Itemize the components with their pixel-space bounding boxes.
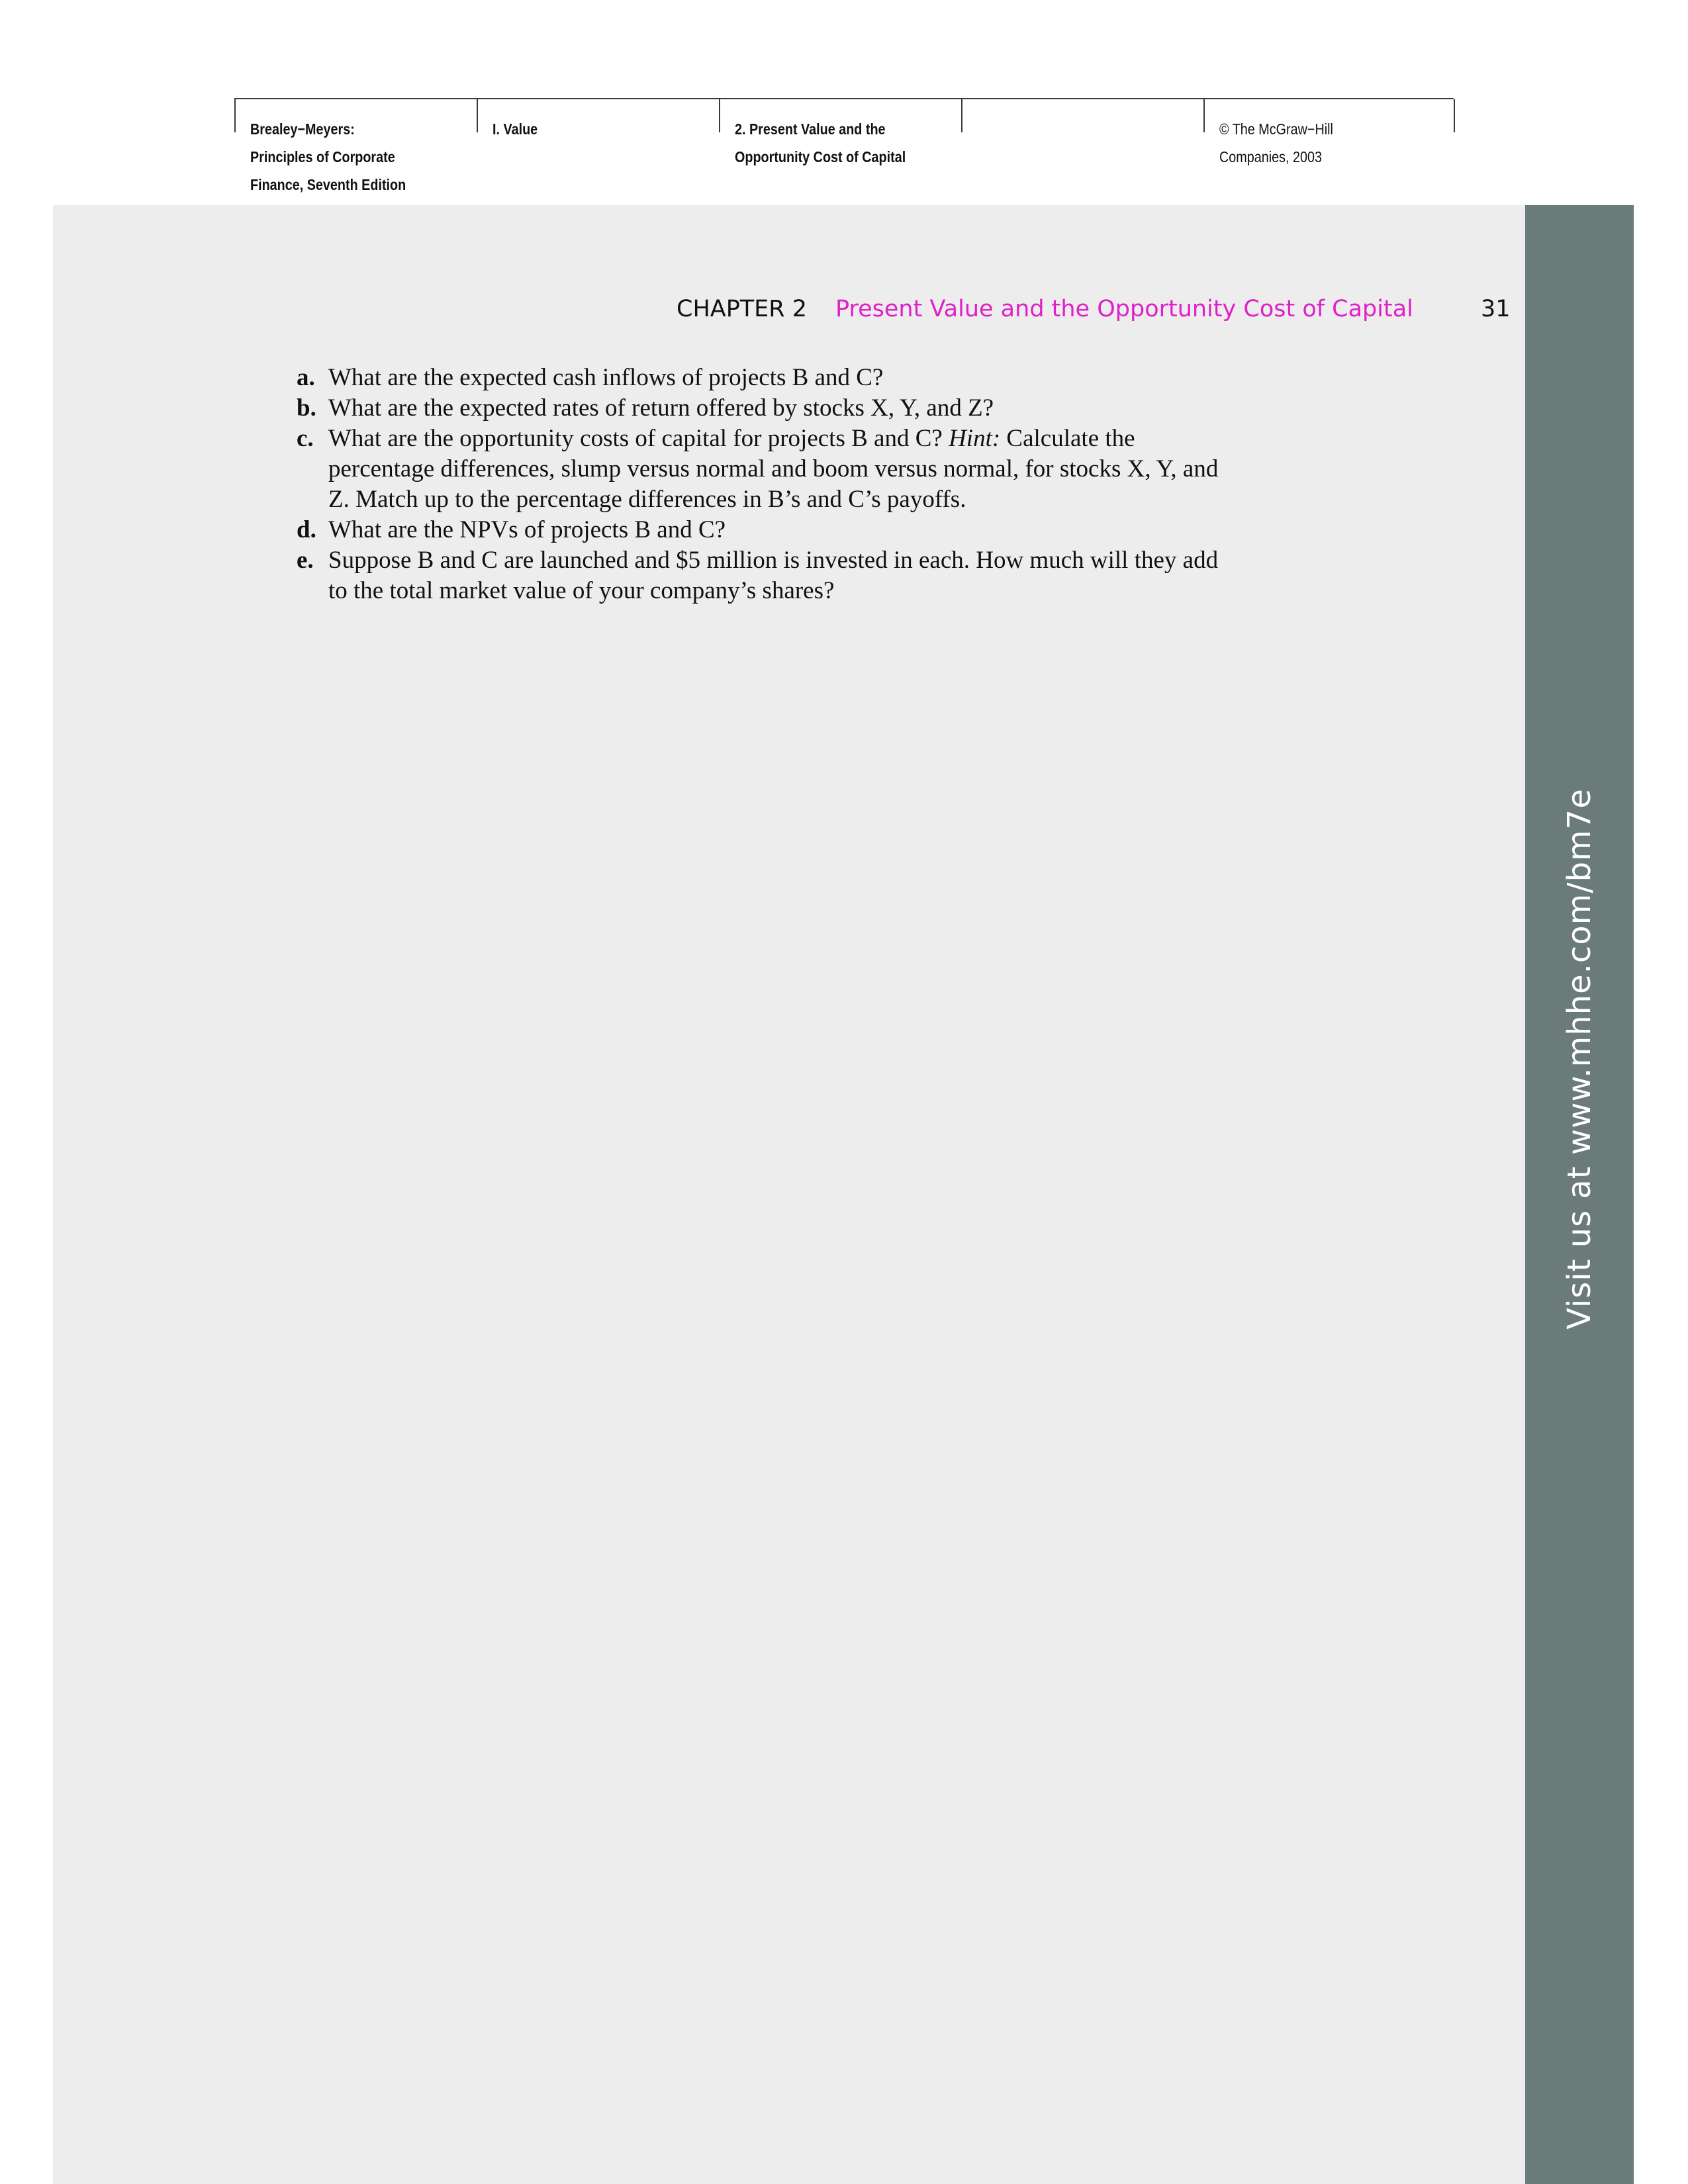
question-letter: c. — [297, 425, 314, 452]
chapter-title: Present Value and the Opportunity Cost of Capital — [835, 296, 1413, 322]
question-text: Suppose B and C are launched and $5 million is invested in each. How much will they add to the total market value of your company’s shares? — [328, 547, 1219, 604]
question-item — [297, 393, 1237, 424]
question-text: What are the expected cash inflows of projects B and C? — [328, 364, 884, 391]
website-sidebar — [1525, 205, 1634, 2184]
question-text-after-hint: Calculate the percentage differences, slump versus normal and boom versus normal, for stocks X, Y, and Z. Match up to the percentage differences in B’s and C’s payoffs. — [328, 425, 1219, 513]
header-chapter-line: Opportunity Cost of Capital — [735, 148, 906, 165]
question-item — [297, 515, 1237, 545]
question-letter: d. — [297, 516, 316, 543]
header-chapter-line: 2. Present Value and the — [735, 120, 886, 138]
question-item — [297, 424, 1237, 515]
question-text — [328, 424, 1237, 515]
question-list — [297, 363, 1237, 606]
header-cell-blank — [961, 99, 1205, 132]
running-head — [0, 296, 1509, 329]
header-book-line: Principles of Corporate — [250, 148, 395, 165]
header-copyright-line: © The McGraw−Hill — [1219, 120, 1333, 138]
header-copyright-line: Companies, 2003 — [1219, 148, 1323, 165]
website-url-text: Visit us at www.mhhe.com/bm7e — [1561, 788, 1598, 1330]
header-book-line: Brealey−Meyers: — [250, 120, 355, 138]
page-number: 31 — [1481, 296, 1511, 322]
question-text: What are the NPVs of projects B and C? — [328, 516, 726, 543]
question-letter: e. — [297, 547, 314, 574]
question-text: What are the expected rates of return offered by stocks X, Y, and Z? — [328, 394, 994, 422]
question-letter: a. — [297, 364, 315, 391]
header-book-info — [250, 115, 406, 199]
header-part-label: I. Value — [492, 120, 538, 138]
header-book-line: Finance, Seventh Edition — [250, 176, 406, 193]
header-part — [492, 115, 538, 143]
question-item — [297, 363, 1237, 393]
header-chapter — [735, 115, 906, 171]
question-text-before-hint: What are the opportunity costs of capital for projects B and C? — [328, 425, 949, 452]
header-copyright — [1219, 115, 1333, 171]
hint-label: Hint: — [949, 425, 1001, 452]
question-letter: b. — [297, 394, 316, 422]
document-header — [234, 98, 1454, 193]
question-item — [297, 545, 1237, 606]
chapter-label: CHAPTER 2 — [677, 296, 808, 322]
